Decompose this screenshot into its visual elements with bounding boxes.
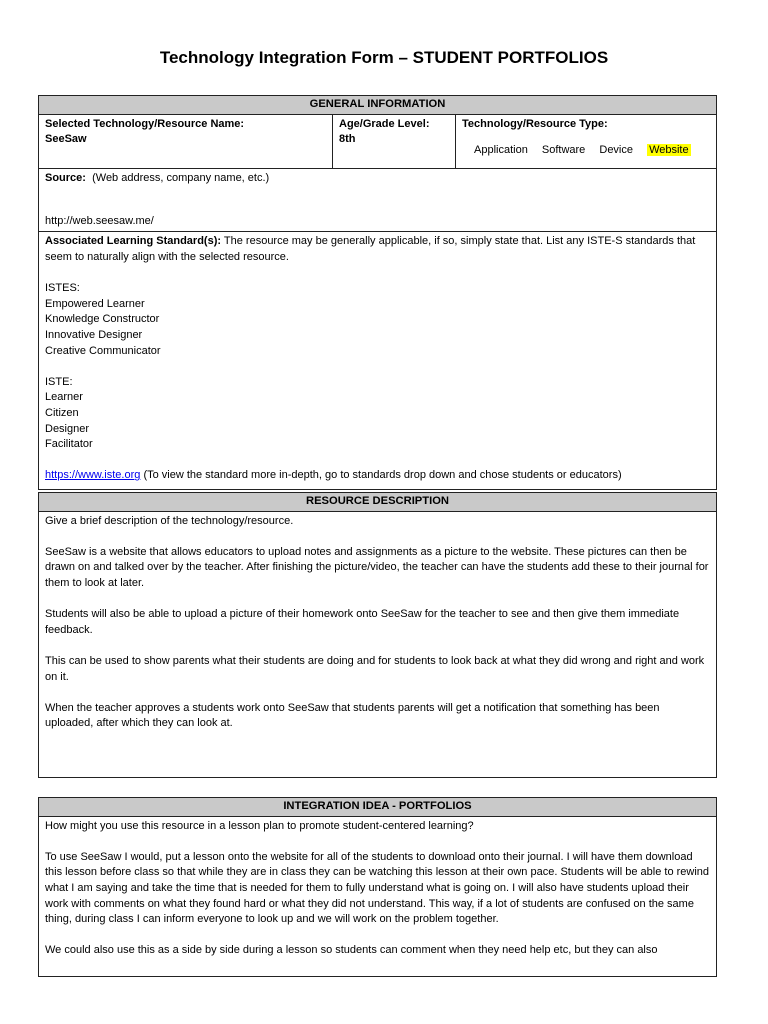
type-option-application: Application (474, 144, 528, 157)
iste-item: Designer (45, 422, 90, 435)
page-title: Technology Integration Form – STUDENT PORTFOLIOS (159, 48, 609, 67)
resource-type-label: Technology/Resource Type: (462, 117, 608, 130)
standards-hint: The resource may be generally applicable, if so, simply state that. List any ISTE-S standards that seem to naturally align with the selected resource. (45, 235, 696, 263)
integration-prompt: How might you use this resource in a lesson plan to promote student-centered learning? (45, 819, 474, 832)
resource-type-cell (456, 114, 717, 168)
grade-level-cell (333, 114, 456, 168)
general-information-header: GENERAL INFORMATION (39, 96, 717, 115)
istes-item: Empowered Learner (45, 297, 145, 310)
resource-paragraph: This can be used to show parents what their students are doing and for students to look back at what they did wrong and right and work on it. (45, 654, 705, 683)
resource-type-options (462, 143, 710, 159)
iste-link-note: (To view the standard more in-depth, go to standards drop down and chose students or educators) (143, 469, 622, 482)
integration-paragraph: We could also use this as a side by side during a lesson so students can comment when they need help etc, but they can also (45, 944, 658, 957)
source-hint: (Web address, company name, etc.) (92, 171, 270, 184)
grade-level-value: 8th (339, 133, 356, 146)
resource-name-value: SeeSaw (45, 133, 87, 146)
iste-item: Citizen (45, 406, 79, 419)
resource-description-table (38, 492, 717, 778)
general-information-table (38, 95, 717, 490)
istes-item: Creative Communicator (45, 344, 161, 357)
resource-name-cell (39, 114, 333, 168)
type-option-website-selected: Website (649, 144, 689, 157)
istes-item: Knowledge Constructor (45, 313, 160, 326)
source-url: http://web.seesaw.me/ (45, 214, 154, 227)
iste-item: Learner (45, 391, 83, 404)
iste-heading: ISTE: (45, 375, 73, 388)
resource-paragraph: When the teacher approves a students work onto SeeSaw that students parents will get a notification that something has been uploaded, after which they can look at. (45, 701, 660, 730)
grade-level-label: Age/Grade Level: (339, 117, 430, 130)
resource-name-label: Selected Technology/Resource Name: (45, 117, 245, 130)
type-option-device: Device (599, 144, 633, 157)
type-option-software: Software (541, 144, 586, 157)
resource-paragraph: SeeSaw is a website that allows educators to upload notes and assignments as a picture to the website. These pictures can then be drawn on and talked over by the teacher. After finishing the picture/video, the teacher can have the students add these to their journal for them to look at later. (45, 545, 709, 589)
integration-idea-body (39, 816, 717, 976)
istes-item: Innovative Designer (45, 328, 143, 341)
integration-paragraph: To use SeeSaw I would, put a lesson onto the website for all of the students to download onto their journal. I will have them download this lesson before class so that while they are in class they can be watching this lesson at their own pace. Students will be able to rewind what I am saying and take the time that is needed for them to fully understand what is going on. I will also have students upload their work with comments on what they found hard or what they did not understand. This way, if a lot of students are confused on the same thing, during class I can inform everyone to look up and we will work on the problem together. (45, 850, 710, 926)
resource-description-header: RESOURCE DESCRIPTION (39, 493, 717, 512)
resource-description-body (39, 511, 717, 777)
resource-paragraph: Students will also be able to upload a picture of their homework onto SeeSaw for the teacher to see and then give them immediate feedback. (45, 608, 680, 636)
source-cell (39, 168, 717, 232)
integration-idea-table (38, 797, 717, 977)
istes-heading: ISTES: (45, 282, 80, 295)
resource-prompt: Give a brief description of the technology/resource. (45, 514, 294, 527)
iste-item: Facilitator (45, 438, 93, 451)
standards-label: Associated Learning Standard(s): (45, 235, 222, 248)
integration-idea-header: INTEGRATION IDEA - PORTFOLIOS (39, 798, 717, 817)
iste-link[interactable]: https://www.iste.org (45, 469, 141, 482)
standards-cell (39, 232, 717, 490)
source-label: Source: (45, 171, 86, 184)
